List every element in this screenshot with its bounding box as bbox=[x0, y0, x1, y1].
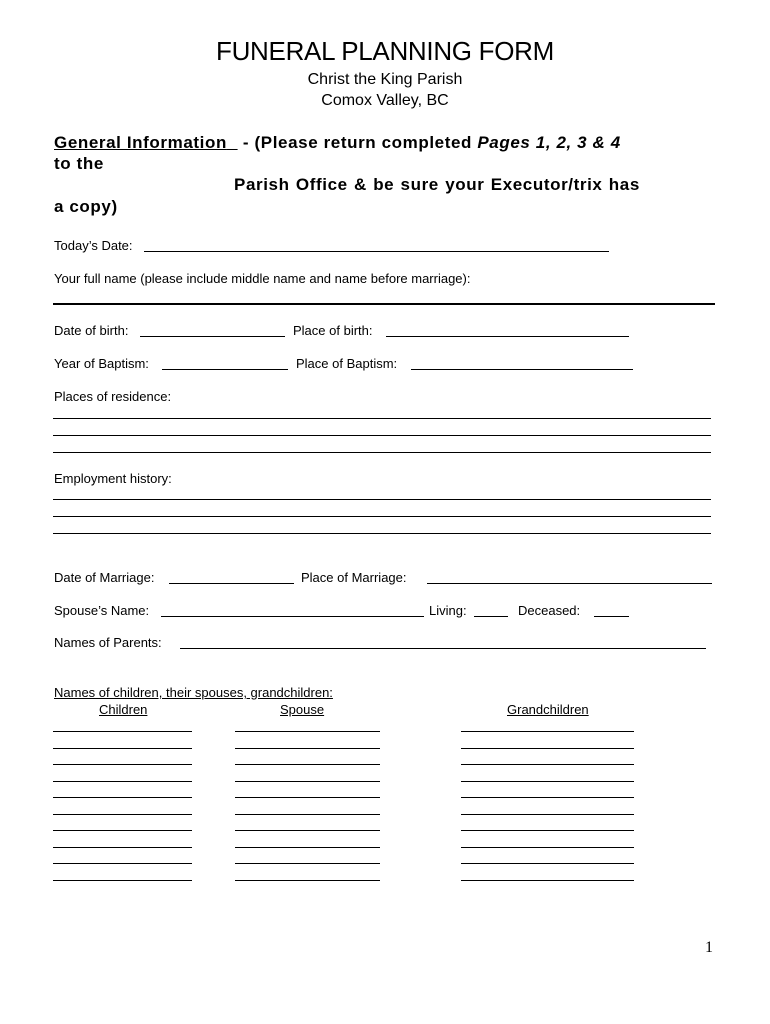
grandchild-entry-line[interactable] bbox=[461, 731, 634, 732]
instructions-line-4: a copy) bbox=[54, 197, 118, 216]
spouse-entry-line[interactable] bbox=[235, 797, 380, 798]
grandchild-entry-line[interactable] bbox=[461, 880, 634, 881]
spouse-column-header: Spouse bbox=[280, 702, 325, 717]
spouse-entry-line[interactable] bbox=[235, 731, 380, 732]
spouse-entry-line[interactable] bbox=[235, 880, 380, 881]
spouse-entry-line[interactable] bbox=[235, 748, 380, 749]
grandchild-entry-line[interactable] bbox=[461, 847, 634, 848]
child-entry-line[interactable] bbox=[53, 863, 192, 864]
names-of-parents-field[interactable] bbox=[180, 648, 706, 649]
date-of-birth-label: Date of birth: bbox=[54, 323, 129, 338]
residence-line[interactable] bbox=[53, 418, 711, 419]
employment-line[interactable] bbox=[53, 516, 711, 517]
spouses-name-label: Spouse’s Name: bbox=[54, 603, 150, 618]
child-entry-line[interactable] bbox=[53, 781, 192, 782]
date-of-marriage-field[interactable] bbox=[169, 583, 294, 584]
todays-date-field[interactable] bbox=[144, 251, 609, 252]
deceased-field[interactable] bbox=[594, 616, 629, 617]
children-section-heading: Names of children, their spouses, grandchildren: bbox=[54, 685, 333, 700]
spouse-entry-line[interactable] bbox=[235, 847, 380, 848]
child-entry-line[interactable] bbox=[53, 748, 192, 749]
grandchild-entry-line[interactable] bbox=[461, 830, 634, 831]
spouses-name-field[interactable] bbox=[161, 616, 424, 617]
grandchild-entry-line[interactable] bbox=[461, 863, 634, 864]
employment-line[interactable] bbox=[53, 499, 711, 500]
return-instructions: - (Please return completed bbox=[237, 133, 478, 152]
grandchild-entry-line[interactable] bbox=[461, 748, 634, 749]
place-of-birth-field[interactable] bbox=[386, 336, 629, 337]
living-field[interactable] bbox=[474, 616, 508, 617]
spouse-entry-line[interactable] bbox=[235, 781, 380, 782]
instructions-line-3: Parish Office & be sure your Executor/trix has bbox=[234, 175, 640, 194]
todays-date-label: Today’s Date: bbox=[54, 238, 133, 253]
child-entry-line[interactable] bbox=[53, 797, 192, 798]
names-of-parents-label: Names of Parents: bbox=[54, 635, 162, 650]
full-name-label: Your full name (please include middle name and name before marriage): bbox=[54, 271, 471, 286]
spouse-entry-line[interactable] bbox=[235, 830, 380, 831]
page-number: 1 bbox=[705, 939, 713, 956]
spouse-entry-line[interactable] bbox=[235, 814, 380, 815]
child-entry-line[interactable] bbox=[53, 847, 192, 848]
full-name-field[interactable] bbox=[53, 303, 715, 305]
spouse-entry-line[interactable] bbox=[235, 863, 380, 864]
place-of-marriage-field[interactable] bbox=[427, 583, 712, 584]
parish-location: Comox Valley, BC bbox=[321, 92, 449, 109]
child-entry-line[interactable] bbox=[53, 880, 192, 881]
spouse-entry-line[interactable] bbox=[235, 764, 380, 765]
grandchild-entry-line[interactable] bbox=[461, 814, 634, 815]
place-of-baptism-label: Place of Baptism: bbox=[296, 356, 398, 371]
place-of-baptism-field[interactable] bbox=[411, 369, 633, 370]
year-of-baptism-field[interactable] bbox=[162, 369, 288, 370]
place-of-marriage-label: Place of Marriage: bbox=[301, 570, 407, 585]
children-column-header: Children bbox=[99, 702, 148, 717]
date-of-marriage-label: Date of Marriage: bbox=[54, 570, 155, 585]
living-label: Living: bbox=[429, 603, 467, 618]
employment-history-label: Employment history: bbox=[54, 471, 172, 486]
residence-line[interactable] bbox=[53, 435, 711, 436]
residence-line[interactable] bbox=[53, 452, 711, 453]
child-entry-line[interactable] bbox=[53, 830, 192, 831]
child-entry-line[interactable] bbox=[53, 731, 192, 732]
parish-name: Christ the King Parish bbox=[307, 71, 463, 88]
place-of-birth-label: Place of birth: bbox=[293, 323, 373, 338]
form-title: FUNERAL PLANNING FORM bbox=[216, 36, 554, 66]
general-info-heading: General Information bbox=[54, 133, 227, 152]
date-of-birth-field[interactable] bbox=[140, 336, 285, 337]
places-of-residence-label: Places of residence: bbox=[54, 389, 172, 404]
year-of-baptism-label: Year of Baptism: bbox=[54, 356, 149, 371]
grandchildren-column-header: Grandchildren bbox=[507, 702, 589, 717]
return-pages: Pages 1, 2, 3 & 4 bbox=[477, 133, 621, 152]
deceased-label: Deceased: bbox=[518, 603, 581, 618]
employment-line[interactable] bbox=[53, 533, 711, 534]
grandchild-entry-line[interactable] bbox=[461, 797, 634, 798]
instructions-line-2: to the bbox=[54, 154, 104, 173]
grandchild-entry-line[interactable] bbox=[461, 764, 634, 765]
child-entry-line[interactable] bbox=[53, 764, 192, 765]
child-entry-line[interactable] bbox=[53, 814, 192, 815]
general-info-heading-line bbox=[54, 132, 714, 153]
grandchild-entry-line[interactable] bbox=[461, 781, 634, 782]
